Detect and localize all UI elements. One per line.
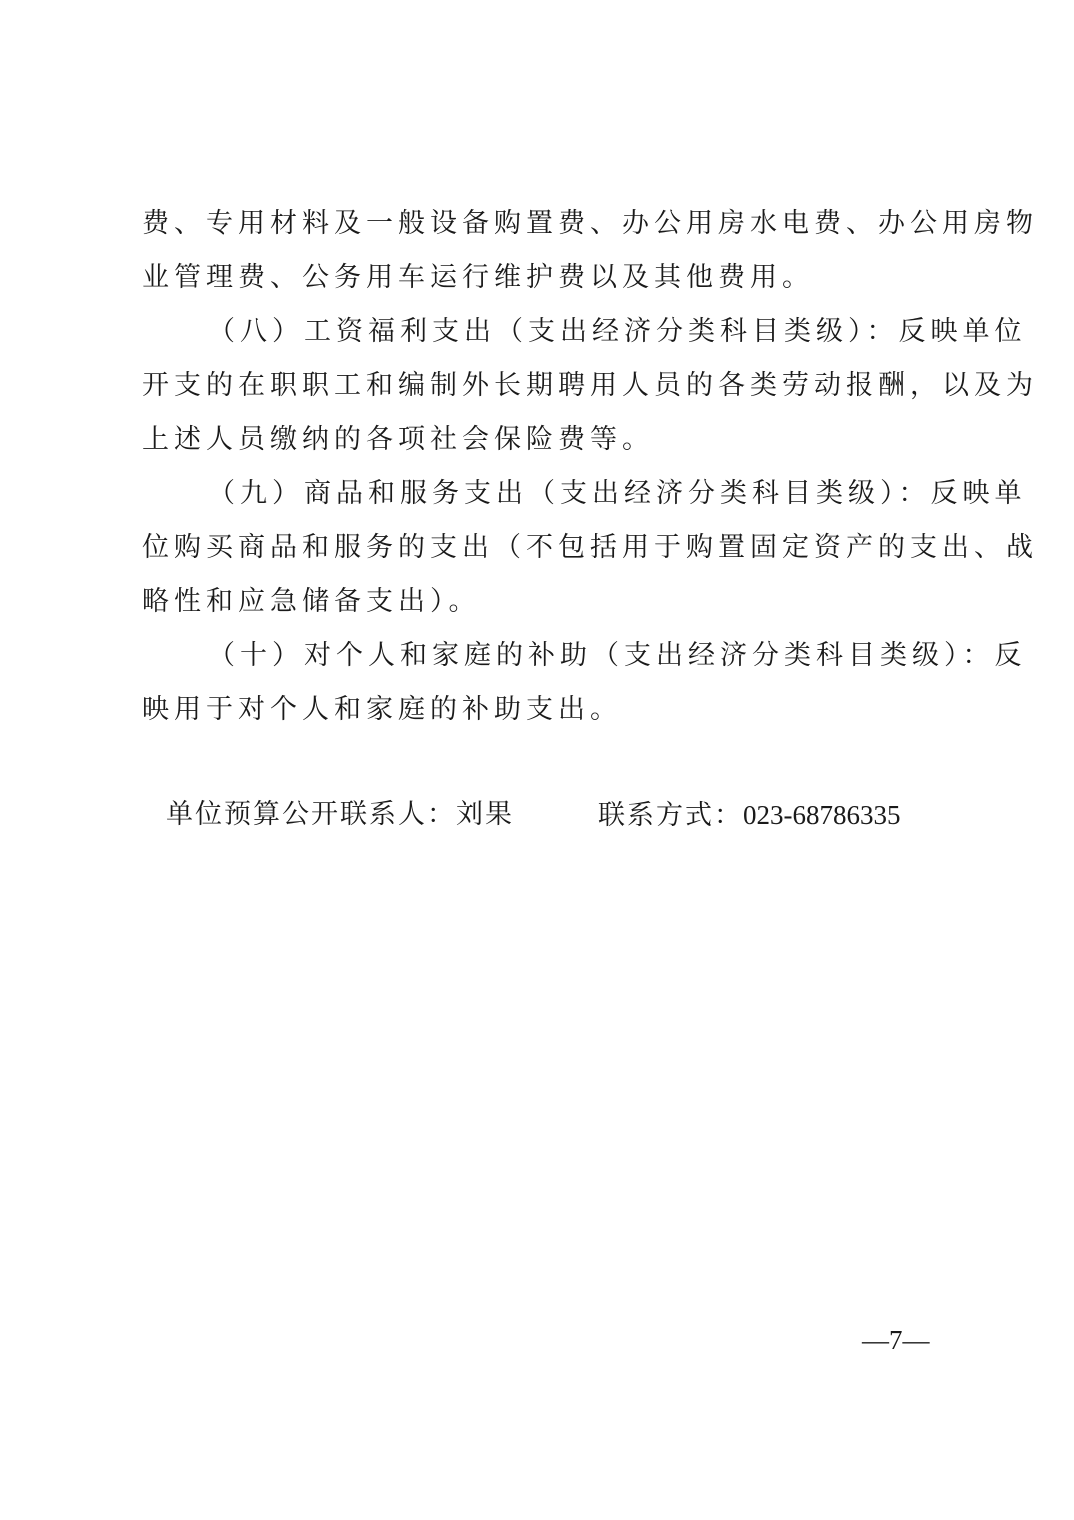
contact-phone-label: 联系方式：	[598, 800, 743, 831]
section-8-heading-line: （八）工资福利支出（支出经济分类科目类级）：反映单位	[208, 316, 1027, 347]
body-line: 映用于对个人和家庭的补助支出。	[142, 694, 622, 725]
contact-person: 单位预算公开联系人：刘果	[166, 799, 514, 830]
section-9-heading-line: （九）商品和服务支出（支出经济分类科目类级）：反映单	[208, 478, 1027, 509]
contact-info	[166, 787, 901, 843]
body-line: 位购买商品和服务的支出（不包括用于购置固定资产的支出、战	[142, 532, 1038, 563]
body-line: 业管理费、公务用车运行维护费以及其他费用。	[142, 262, 814, 293]
body-line: 略性和应急储备支出）。	[142, 586, 481, 617]
contact-phone-number: 023-68786335	[743, 800, 901, 830]
body-line: 费、专用材料及一般设备购置费、办公用房水电费、办公用房物	[142, 208, 1038, 239]
body-line: 开支的在职职工和编制外长期聘用人员的各类劳动报酬，以及为	[142, 370, 1038, 401]
body-line: 上述人员缴纳的各项社会保险费等。	[142, 424, 654, 455]
section-10-heading-line: （十）对个人和家庭的补助（支出经济分类科目类级）：反	[208, 640, 1027, 671]
page-number: —7—	[862, 1325, 930, 1355]
contact-phone	[598, 787, 901, 844]
